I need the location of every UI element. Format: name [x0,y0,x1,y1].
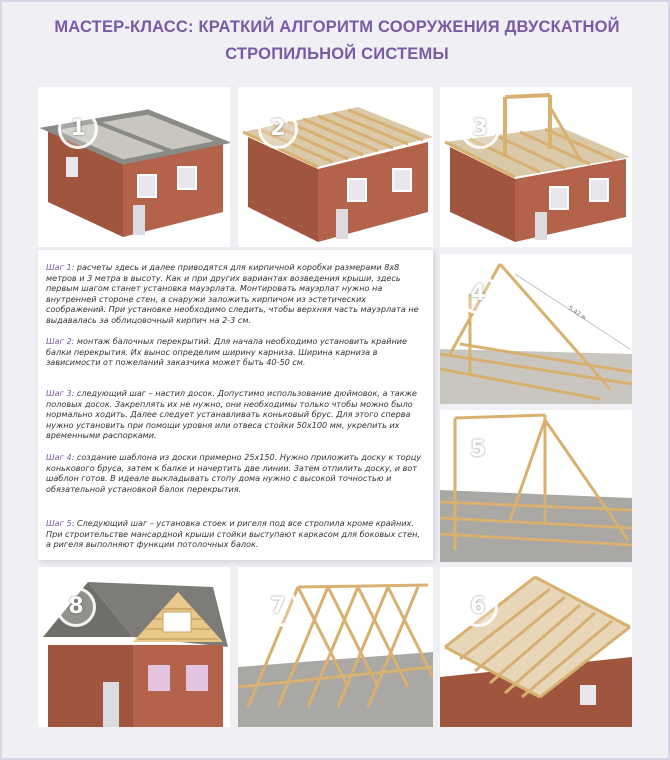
step-8-illustration [38,567,230,727]
step-2-illustration [238,87,433,247]
step-number-badge: 7 [258,587,298,627]
step-number-badge: 4 [458,274,498,314]
step-5-illustration [440,410,632,562]
dimension-label: 5,42 м [566,304,588,322]
step-7-illustration [238,567,433,727]
step-2-text: Шаг 2: монтаж балочных перекрытий. Для начала необходимо установить крайние балки перекрытия. Их вынос определим ширину карниза. Ширина карниза в зависимости от пожеланий заказчика может быть 40-50 см. [46,336,407,368]
step-1-illustration [38,87,230,247]
step-5-text: Шаг 5: Следующий шаг – установка стоек и ригеля под все стропила кроме крайних. При строительстве мансардной крыши стойки выступают каркасом для боковых стен, а ригеля выполняют функции потолочных балок. [46,518,420,550]
steps-text-box [38,250,433,560]
step-number-badge: 6 [458,587,498,627]
title-line-1: МАСТЕР-КЛАСС: КРАТКИЙ АЛГОРИТМ СООРУЖЕНИЯ ДВУСКАТНОЙ [54,18,620,36]
page-title [2,14,670,68]
step-6-illustration [440,567,632,727]
title-line-2: СТРОПИЛЬНОЙ СИСТЕМЫ [225,45,449,63]
step-3-illustration [440,87,632,247]
step-number-badge: 2 [258,109,298,149]
step-number-badge: 8 [56,587,96,627]
step-number-badge: 1 [58,109,98,149]
step-4-illustration [440,254,632,404]
step-number-badge: 5 [458,430,498,470]
step-3-text: Шаг 3: следующий шаг – настил досок. Допустимо использование дюймовок, а также половых досок. Закреплять их не нужно, они необходимы только чтобы можно было нормально ходить. Далее следует устанавливать коньковый брус. Для этого сперва нужно установить при помощи уровня или отвеса стойки 50х100 мм, укрепить их временными распорками. [46,388,417,441]
step-4-text: Шаг 4: создание шаблона из доски примерно 25х150. Нужно приложить доску к торцу конькового бруса, затем к балке и начертить две линии. Затем отпилить доску, и вот шаблон готов. В идеале выкладывать стопу дома нужно с высокой точностью и обязательной установкой балок перекрытия. [46,452,422,494]
step-1-text: Шаг 1: расчеты здесь и далее приводятся для кирпичной коробки размерами 8х8 метров и 3 метра в высоту. Как и при других вариантах возведения крыши, здесь первым шагом станет установка мауэрлата. Монтировать мауэрлат нужно на внутренней стороне стен, а снаружи заложить кирпичом из эстетических соображений. При установке необходимо следить, чтобы верхняя часть мауэрлата не выдавалась за облицовочный кирпич на 2-3 см. [46,262,419,325]
step-number-badge: 3 [460,109,500,149]
